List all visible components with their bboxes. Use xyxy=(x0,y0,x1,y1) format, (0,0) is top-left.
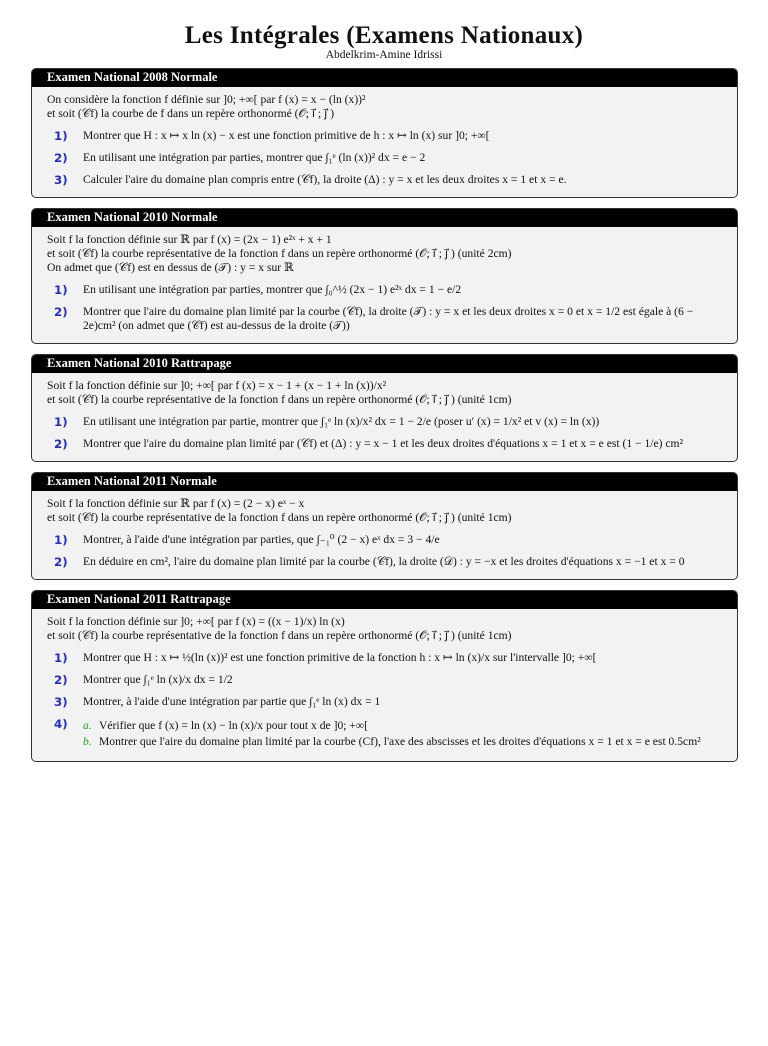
question-subparts xyxy=(83,717,723,751)
question xyxy=(47,173,723,187)
question-text: Montrer que l'aire du domaine plan limité par la courbe (𝒞f), la droite (𝒯) : y = x et les deux droites x = 0 et x = 1/2 est égale à (6 − 2e)cm² (on admet que (𝒞f) est au-dessus de la droite (𝒯)) xyxy=(83,305,694,332)
intro-line: et soit (𝒞f) la courbe représentative de la fonction f dans un repère orthonormé (𝒪; i⃗ ; j⃗ ) (unité 1cm) xyxy=(47,511,512,524)
question-number: 2) xyxy=(54,673,68,687)
exam-box xyxy=(31,354,738,462)
exam-heading: Examen National 2010 Normale xyxy=(32,209,737,227)
question-number: 2) xyxy=(54,555,68,569)
question xyxy=(47,555,723,569)
subquestion-text: Montrer que l'aire du domaine plan limité par la courbe (Cf), l'axe des abscisses et les droites d'équations x = 1 et x = e est 0.5cm² xyxy=(99,735,701,748)
intro-line: et soit (𝒞f) la courbe représentative de la fonction f dans un repère orthonormé (𝒪; i⃗ ; j⃗ ) (unité 1cm) xyxy=(47,629,512,642)
exam-box xyxy=(31,68,738,198)
subquestion xyxy=(83,719,723,733)
question-text: Montrer que l'aire du domaine plan limité par (𝒞f) et (Δ) : y = x − 1 et les deux droites d'équations x = 1 et x = e est (1 − 1/e) cm² xyxy=(83,437,684,450)
exam-heading: Examen National 2011 Rattrapage xyxy=(32,591,737,609)
question xyxy=(47,305,723,333)
question xyxy=(47,283,723,297)
question-text: En utilisant une intégration par parties, montrer que ∫₁ᵉ (ln (x))² dx = e − 2 xyxy=(83,151,426,164)
subquestion xyxy=(83,735,723,749)
intro-line: et soit (𝒞f) la courbe représentative de la fonction f dans un repère orthonormé (𝒪; i⃗ ; j⃗ ) (unité 2cm) xyxy=(47,247,512,260)
subquestion-text: Vérifier que f (x) = ln (x) − ln (x)/x pour tout x de ]0; +∞[ xyxy=(99,719,369,732)
question-text: Montrer, à l'aide d'une intégration par parties, que ∫₋₁⁰ (2 − x) eˣ dx = 3 − 4/e xyxy=(83,533,440,546)
exam-intro xyxy=(47,233,723,275)
question xyxy=(47,129,723,143)
question-number: 4) xyxy=(54,717,68,731)
question-text: Montrer que ∫₁ᵉ ln (x)/x dx = 1/2 xyxy=(83,673,233,686)
question-number: 1) xyxy=(54,415,68,429)
question-text: En utilisant une intégration par partie, montrer que ∫₁ᵉ ln (x)/x² dx = 1 − 2/e (poser u′ (x) = 1/x² et v (x) = ln (x)) xyxy=(83,415,600,428)
question-number: 2) xyxy=(54,151,68,165)
question xyxy=(47,437,723,451)
question-number: 1) xyxy=(54,533,68,547)
question-text: Calculer l'aire du domaine plan compris entre (𝒞f), la droite (Δ) : y = x et les deux droites x = 1 et x = e. xyxy=(83,173,567,186)
intro-line: Soit f la fonction définie sur ℝ par f (x) = (2 − x) eˣ − x xyxy=(47,497,305,510)
exam-box xyxy=(31,472,738,580)
question-number: 1) xyxy=(54,651,68,665)
exam-box xyxy=(31,208,738,344)
question xyxy=(47,151,723,165)
exam-heading: Examen National 2008 Normale xyxy=(32,69,737,87)
exam-intro xyxy=(47,497,723,525)
intro-line: Soit f la fonction définie sur ]0; +∞[ par f (x) = ((x − 1)/x) ln (x) xyxy=(47,615,345,628)
intro-line: On admet que (𝒞f) est en dessus de (𝒯) : y = x sur ℝ xyxy=(47,261,294,274)
question-text: Montrer que H : x ↦ ½(ln (x))² est une fonction primitive de la fonction h : x ↦ ln (x)/x sur l'intervalle ]0; +∞[ xyxy=(83,651,597,664)
question-number: 3) xyxy=(54,695,68,709)
question-text: Montrer, à l'aide d'une intégration par partie que ∫₁ᵉ ln (x) dx = 1 xyxy=(83,695,381,708)
question xyxy=(47,651,723,665)
question-number: 1) xyxy=(54,129,68,143)
question-number: 1) xyxy=(54,283,68,297)
subquestion-label: a. xyxy=(83,719,92,732)
question xyxy=(47,533,723,547)
question xyxy=(47,415,723,429)
exam-heading: Examen National 2010 Rattrapage xyxy=(32,355,737,373)
intro-line: On considère la fonction f définie sur ]0; +∞[ par f (x) = x − (ln (x))² xyxy=(47,93,366,106)
page xyxy=(0,22,768,762)
question-number: 2) xyxy=(54,437,68,451)
intro-line: et soit (𝒞f) la courbe de f dans un repère orthonormé (𝒪; i⃗ ; j⃗ ) xyxy=(47,107,335,120)
exam-intro xyxy=(47,93,723,121)
exam-intro xyxy=(47,615,723,643)
exam-box xyxy=(31,590,738,762)
question-text: Montrer que H : x ↦ x ln (x) − x est une fonction primitive de h : x ↦ ln (x) sur ]0; +∞[ xyxy=(83,129,490,142)
question xyxy=(47,695,723,709)
exam-intro xyxy=(47,379,723,407)
author: Abdelkrim-Amine Idrissi xyxy=(325,49,443,61)
intro-line: et soit (𝒞f) la courbe représentative de la fonction f dans un repère orthonormé (𝒪; i⃗ ; j⃗ ) (unité 1cm) xyxy=(47,393,512,406)
question-number: 2) xyxy=(54,305,68,319)
question-number: 3) xyxy=(54,173,68,187)
intro-line: Soit f la fonction définie sur ℝ par f (x) = (2x − 1) e²ˣ + x + 1 xyxy=(47,233,332,246)
question xyxy=(47,673,723,687)
question xyxy=(47,717,723,751)
subquestion-label: b. xyxy=(83,735,92,748)
exam-heading: Examen National 2011 Normale xyxy=(32,473,737,491)
question-text: En utilisant une intégration par parties, montrer que ∫₀^½ (2x − 1) e²ˣ dx = 1 − e/2 xyxy=(83,283,462,296)
page-title: Les Intégrales (Examens Nationaux) xyxy=(184,22,584,49)
intro-line: Soit f la fonction définie sur ]0; +∞[ par f (x) = x − 1 + (x − 1 + ln (x))/x² xyxy=(47,379,387,392)
question-text: En déduire en cm², l'aire du domaine plan limité par la courbe (𝒞f), la droite (𝒟) : y = −x et les droites d'équations x = −1 et x = 0 xyxy=(83,555,685,568)
